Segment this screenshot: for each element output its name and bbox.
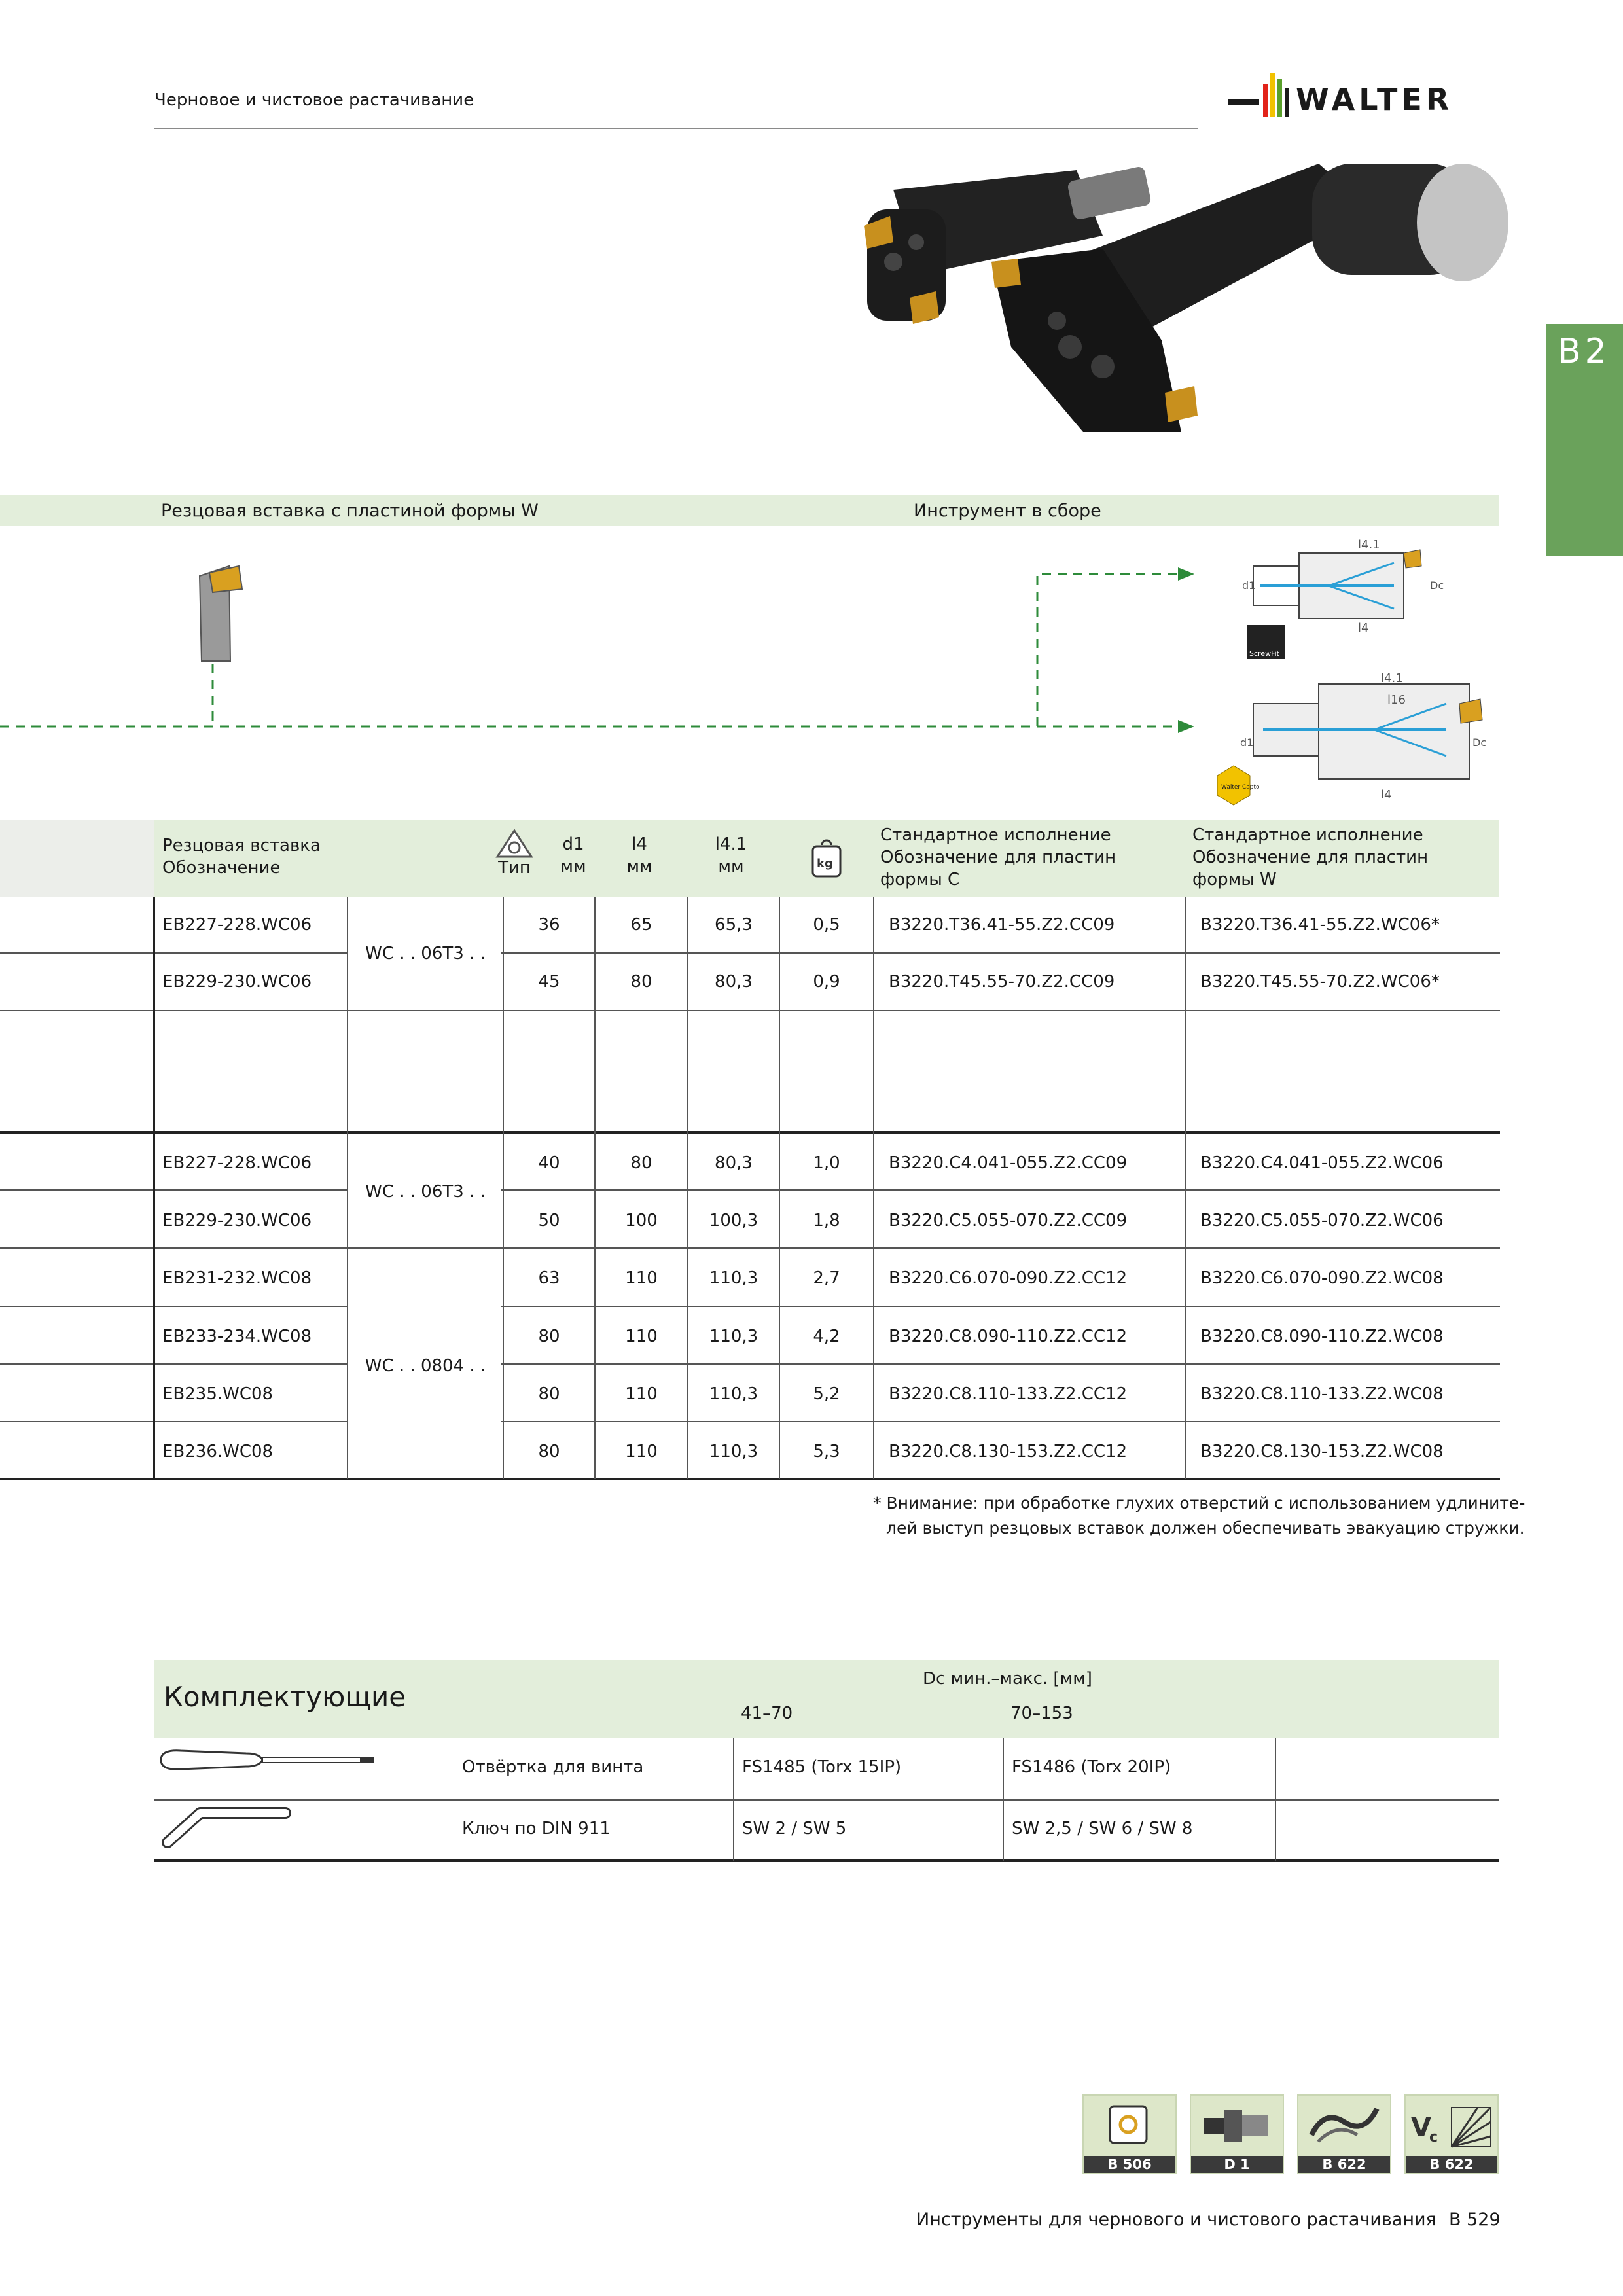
- svg-text:l4.1: l4.1: [1358, 538, 1380, 552]
- small-assembly-drawing: [1242, 538, 1444, 659]
- page-number: B 529: [1449, 2210, 1501, 2230]
- dc-range-label: Dc мин.–макс. [мм]: [923, 1669, 1092, 1689]
- range-70-153: 70–153: [1010, 1704, 1073, 1723]
- ref-insert-icon[interactable]: B 506: [1082, 2094, 1177, 2174]
- svg-text:l4.1: l4.1: [1381, 672, 1403, 685]
- weight-icon: [804, 836, 849, 885]
- band-label-assembly: Инструмент в сборе: [914, 501, 1101, 521]
- svg-text:Dc: Dc: [1430, 579, 1444, 592]
- col-standard-w-header: Стандартное исполнение Обозначение для пластин формы W: [1192, 825, 1429, 889]
- svg-text:l4: l4: [1381, 788, 1392, 802]
- section-band: [0, 495, 1499, 526]
- type-cell: WC . . 06T3 . .: [365, 944, 486, 963]
- col-d1-header: d1 мм: [560, 834, 586, 876]
- svg-text:d1: d1: [1242, 579, 1256, 592]
- svg-text:ScrewFit: ScrewFit: [1249, 649, 1279, 658]
- header-divider: [154, 128, 1198, 129]
- tool-table: EB227-228.WC06 36 65 65,3 0,5 B3220.T36.41-55.Z2.CC09 B3220.T36.41-55.Z2.WC06* EB229-230.WC06 45 80 80,3 0,9 B3220.T45.55-70.Z2.CC09 B3220.T45.55-70.Z2.WC06* WC . . 06T3 . . EB227-228.WC06 40 80 80,3 1,0 B3220.C4.041-055.Z2.CC09 B3220.C4.041-055.Z2.WC06 EB229-230.WC06 50 100 100,3 1,8 B3220.C5.055-070.Z2.CC09 B3220.C5.055-070.Z2.WC06 WC . . 06T3 . . EB231-232.WC08 63 110 110,3 2,7 B3220.C6.070-090.Z2.CC12 B3220.C6.070-090.Z2.WC08 EB233-234.WC08 80 110 110,3 4,2 B3220.C8.090-110.Z2.CC12 B3220.C8.090-110.Z2.WC08 EB235.WC08 80 110 110,3 5,2 B3220.C8.110-133.Z2.CC12 B3220.C8.110-133.Z2.WC08 EB236.WC08 80 110 110,3 5,3 B3220.C8.130-153.Z2.CC12 B3220.C8.130-153.Z2.WC08 WC . . 0804 . .: [0, 897, 1500, 1482]
- insert-cartridge-image: [200, 566, 242, 661]
- svg-text:Walter Capto: Walter Capto: [1221, 784, 1260, 791]
- footnote: * Внимание: при обработке глухих отверстий с использованием удлините- лей выступ резцовых вставок должен обеспечивать эвакуацию стружки.: [873, 1494, 1525, 1537]
- type-cell: WC . . 06T3 . .: [365, 1182, 486, 1202]
- svg-text:WALTER: WALTER: [1296, 82, 1454, 117]
- product-photo-tools: [795, 151, 1515, 452]
- svg-text:d1: d1: [1240, 736, 1254, 749]
- large-assembly-drawing: [1217, 672, 1486, 805]
- walter-logo: [1224, 59, 1503, 131]
- ref-cutting-speed-icon[interactable]: V c B 622: [1404, 2094, 1499, 2174]
- col-l41-header: l4.1 мм: [715, 834, 747, 876]
- col-insert-header: Резцовая вставка Обозначение: [162, 836, 321, 878]
- range-41-70: 41–70: [741, 1704, 793, 1723]
- accessories-table: Отвёртка для винта FS1485 (Torx 15IP) FS1486 (Torx 20IP) Ключ по DIN 911 SW 2 / SW 5 SW 2,5 / SW 6 / SW 8: [154, 1738, 1499, 1862]
- col-standard-c-header: Стандартное исполнение Обозначение для пластин формы C: [880, 825, 1116, 889]
- svg-text:c: c: [1429, 2129, 1438, 2145]
- footer-text: Инструменты для чернового и чистового растачивания: [916, 2210, 1436, 2230]
- svg-text:kg: kg: [817, 857, 833, 870]
- ref-chip-icon[interactable]: B 622: [1297, 2094, 1391, 2174]
- page-section-title: Черновое и чистовое растачивание: [154, 90, 474, 110]
- screwdriver-and-key-icon: [154, 1744, 390, 1856]
- accessories-title: Комплектующие: [164, 1681, 406, 1713]
- band-label-insert: Резцовая вставка с пластиной формы W: [161, 501, 539, 521]
- svg-text:V: V: [1411, 2113, 1431, 2143]
- ref-adapter-icon[interactable]: D 1: [1190, 2094, 1284, 2174]
- svg-text:Dc: Dc: [1472, 736, 1487, 749]
- table-header: [154, 820, 1499, 897]
- type-cell: WC . . 0804 . .: [365, 1356, 486, 1376]
- col-type-header: Тип: [498, 858, 531, 878]
- table-left-margin: [0, 820, 154, 897]
- col-l4-header: l4 мм: [626, 834, 652, 876]
- svg-text:l4: l4: [1358, 621, 1369, 635]
- section-tab-b2[interactable]: B2: [1546, 324, 1623, 556]
- assembly-diagram: [0, 537, 1505, 818]
- svg-text:l16: l16: [1387, 693, 1406, 707]
